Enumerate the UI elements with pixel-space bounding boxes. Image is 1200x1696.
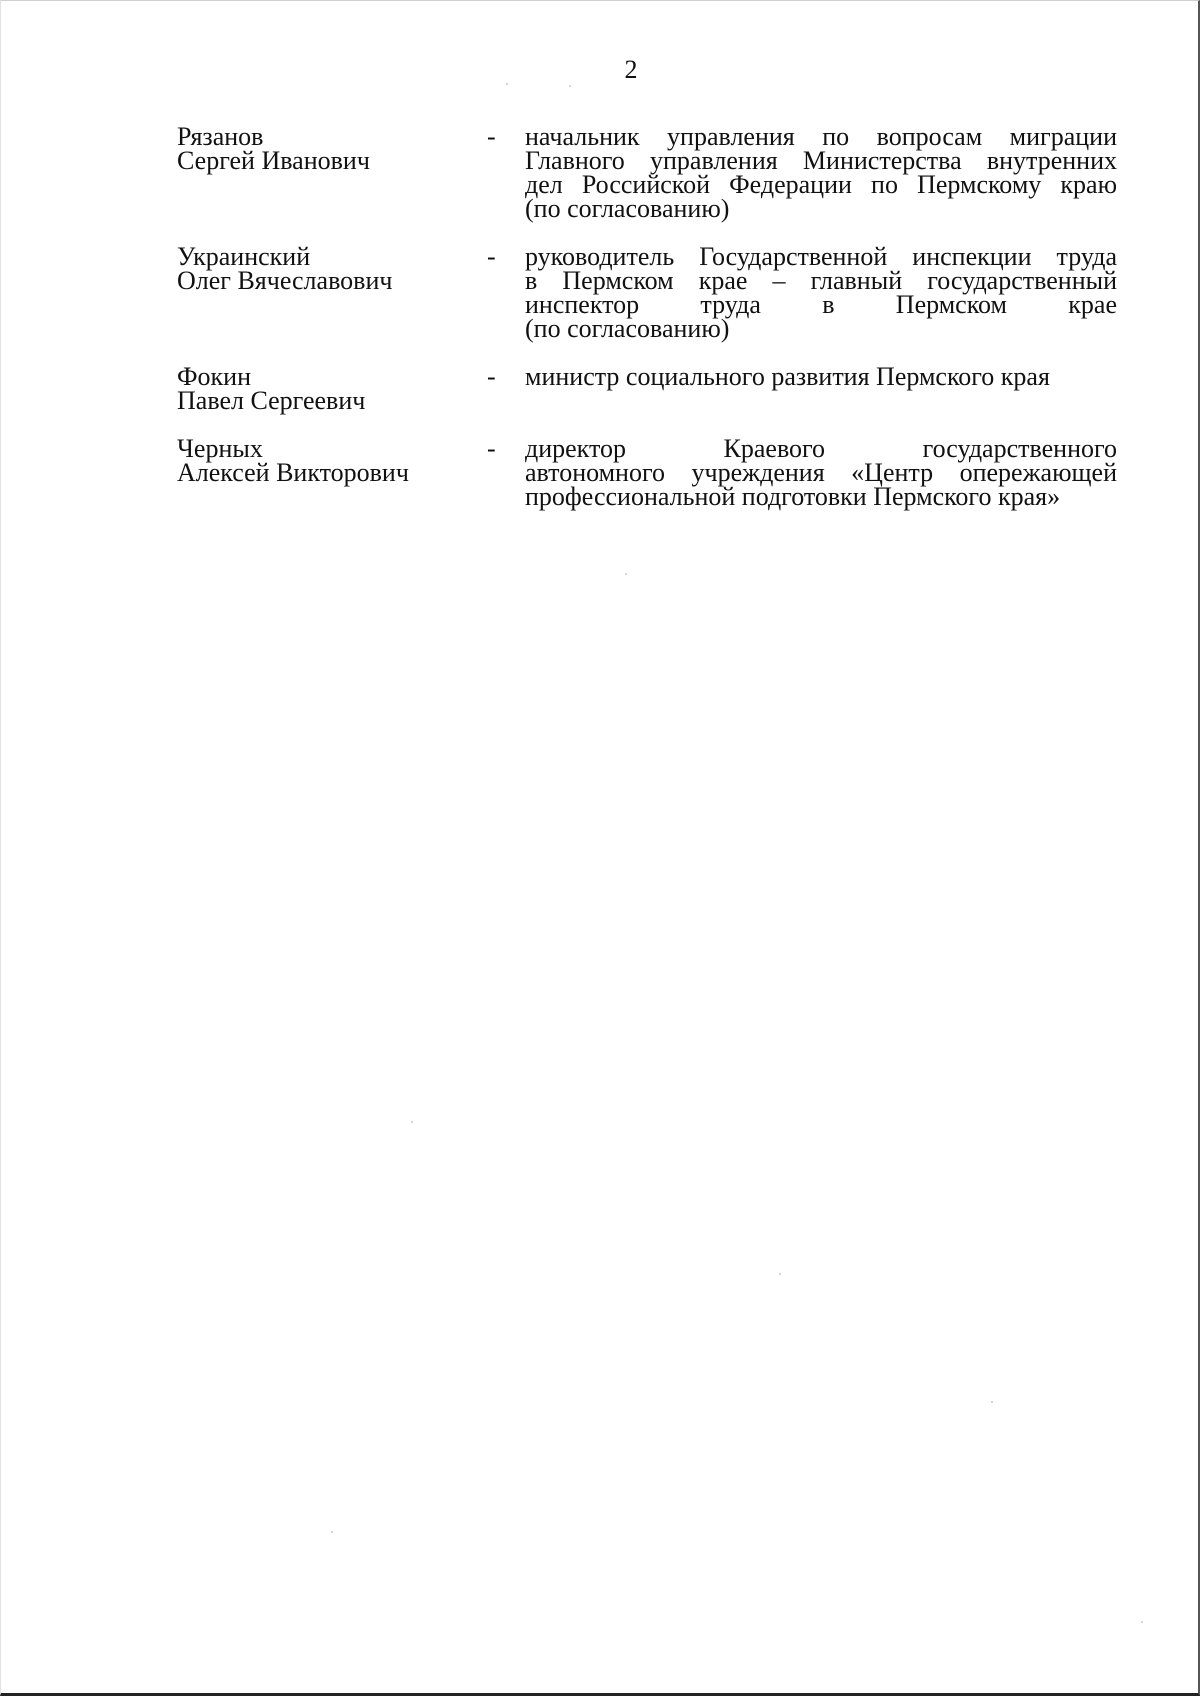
position-line: начальник управления по вопросам миграции (525, 122, 1117, 151)
member-given-names: Алексей Викторович (177, 458, 409, 487)
scan-speck (331, 1531, 333, 1533)
member-entry (177, 362, 1117, 415)
position-line: инспектор труда в Пермском крае (525, 290, 1117, 319)
member-list (177, 122, 1117, 533)
position-line: руководитель Государственной инспекции труда (525, 242, 1117, 271)
entry-dash: - (487, 242, 496, 271)
member-entry (177, 242, 1117, 343)
page-number: 2 (624, 55, 638, 84)
position-line: дел Российской Федерации по Пермскому краю (525, 170, 1117, 199)
position-line: министр социального развития Пермского края (525, 362, 1050, 391)
member-name (177, 242, 487, 295)
member-position (525, 434, 1117, 511)
member-given-names: Павел Сергеевич (177, 386, 366, 415)
member-surname: Украинский (177, 242, 311, 271)
scan-speck (506, 83, 508, 85)
entry-dash: - (487, 362, 496, 391)
member-name (177, 122, 487, 175)
member-name (177, 362, 487, 415)
member-given-names: Олег Вячеславович (177, 266, 393, 295)
position-line: автономного учреждения «Центр опережающей (525, 458, 1117, 487)
position-line: профессиональной подготовки Пермского края» (525, 482, 1061, 511)
member-position (525, 362, 1117, 391)
position-line: (по согласованию) (525, 194, 730, 223)
member-entry (177, 122, 1117, 223)
member-given-names: Сергей Иванович (177, 146, 370, 175)
position-line: Главного управления Министерства внутренних (525, 146, 1117, 175)
position-line: директор Краевого государственного (525, 434, 1117, 463)
member-entry (177, 434, 1117, 511)
member-name (177, 434, 487, 487)
member-surname: Фокин (177, 362, 252, 391)
position-line: в Пермском крае – главный государственный (525, 266, 1117, 295)
scan-speck (625, 573, 627, 575)
entry-dash: - (487, 122, 496, 151)
scan-speck (569, 85, 571, 87)
member-position (525, 242, 1117, 343)
scan-speck (991, 1401, 993, 1403)
entry-dash: - (487, 434, 496, 463)
position-line: (по согласованию) (525, 314, 730, 343)
member-surname: Черных (177, 434, 263, 463)
member-position (525, 122, 1117, 223)
scan-speck (779, 1273, 781, 1275)
member-surname: Рязанов (177, 122, 264, 151)
scan-speck (411, 1121, 413, 1123)
scan-speck (1141, 1621, 1143, 1623)
